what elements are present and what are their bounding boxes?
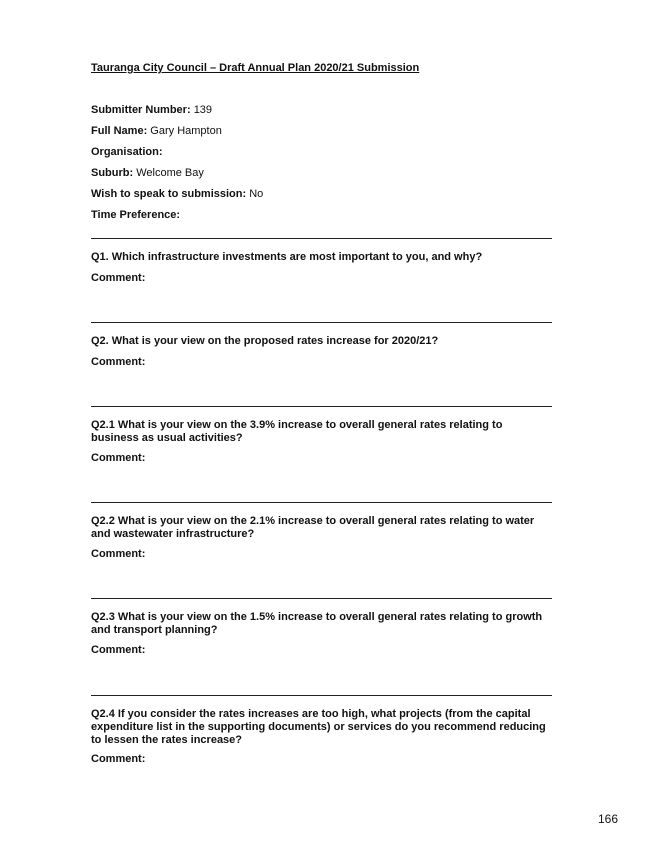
organisation-field xyxy=(91,146,163,158)
submitter-number-value: 139 xyxy=(193,104,213,116)
question-q2-3: Q2.3 What is your view on the 1.5% increase to overall general rates relating to growth and transport planning? xyxy=(91,611,543,636)
section-divider xyxy=(91,322,552,323)
suburb-value: Welcome Bay xyxy=(136,167,204,179)
comment-label-q2: Comment: xyxy=(91,356,146,368)
document-title: Tauranga City Council – Draft Annual Plan 2020/21 Submission xyxy=(91,62,420,74)
section-divider xyxy=(91,598,552,599)
suburb-field xyxy=(91,167,204,179)
full-name-field xyxy=(91,125,222,137)
full-name-value: Gary Hampton xyxy=(150,125,222,137)
section-divider xyxy=(91,406,552,407)
full-name-label: Full Name: xyxy=(91,125,148,137)
comment-label-q2-4: Comment: xyxy=(91,753,146,765)
speak-to-submission-field xyxy=(91,188,263,200)
section-divider xyxy=(91,502,552,503)
section-divider xyxy=(91,695,552,696)
comment-label-q2-2: Comment: xyxy=(91,548,146,560)
organisation-label: Organisation: xyxy=(91,146,163,158)
suburb-label: Suburb: xyxy=(91,167,134,179)
section-divider xyxy=(91,238,552,239)
comment-label-q1: Comment: xyxy=(91,272,146,284)
page-number: 166 xyxy=(598,812,619,826)
comment-label-q2-1: Comment: xyxy=(91,452,146,464)
question-q2-2: Q2.2 What is your view on the 2.1% increase to overall general rates relating to water and wastewater infrastructure? xyxy=(91,515,535,540)
time-preference-label: Time Preference: xyxy=(91,209,181,221)
question-q1: Q1. Which infrastructure investments are most important to you, and why? xyxy=(91,251,483,263)
question-q2-1: Q2.1 What is your view on the 3.9% increase to overall general rates relating to business as usual activities? xyxy=(91,419,503,444)
speak-to-submission-label: Wish to speak to submission: xyxy=(91,188,247,200)
submitter-number-label: Submitter Number: xyxy=(91,104,191,116)
speak-to-submission-value: No xyxy=(249,188,264,200)
time-preference-field xyxy=(91,209,180,221)
question-q2: Q2. What is your view on the proposed rates increase for 2020/21? xyxy=(91,335,439,347)
submitter-number-field xyxy=(91,104,212,116)
comment-label-q2-3: Comment: xyxy=(91,644,146,656)
question-q2-4: Q2.4 If you consider the rates increases are too high, what projects (from the capital expenditure list in the supporting documents) or services do you recommend reducing to lessen the rates increase? xyxy=(91,708,546,746)
